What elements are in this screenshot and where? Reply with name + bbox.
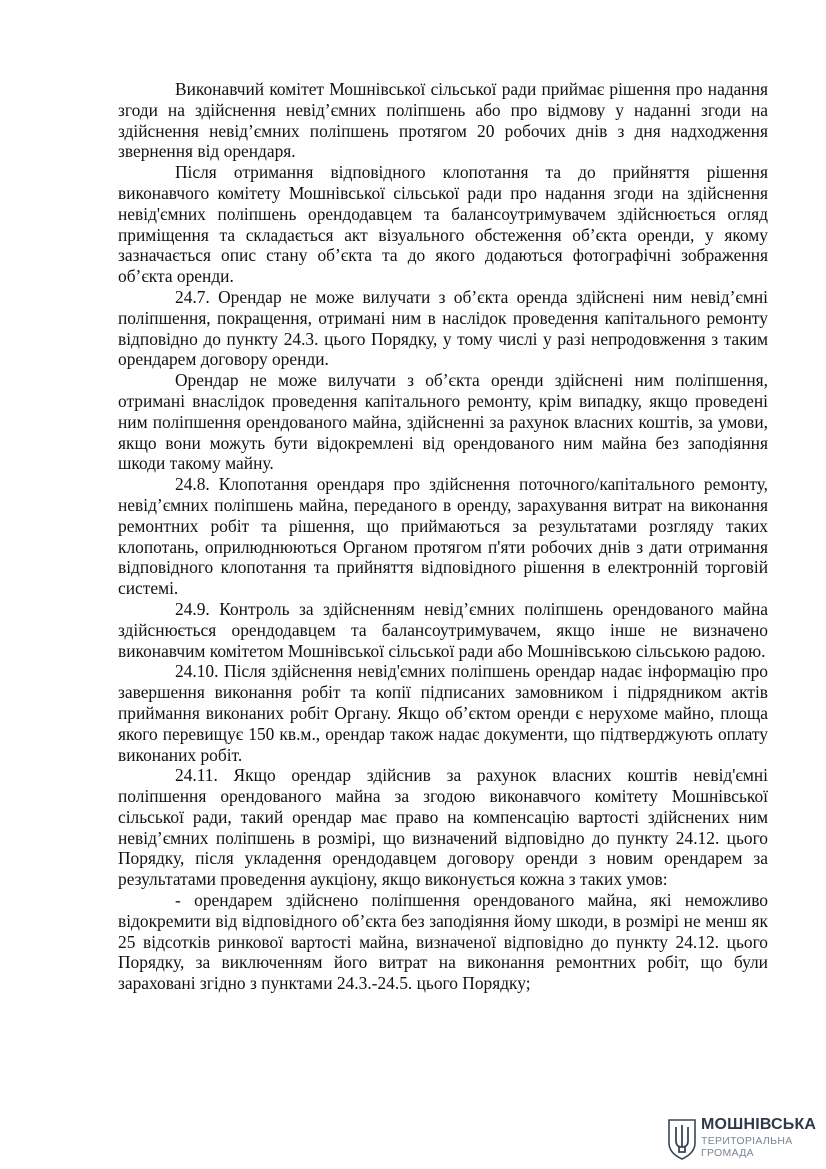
paragraph-condition-item: - орендарем здійснено поліпшення орендованого майна, які неможливо відокремити від відповідного об’єкта без заподіяння йому шкоди, в розмірі не менш як 25 відсотків ринкової вартості майна, визначеної відповідно до пункту 24.12. цього Порядку, за виключенням його витрат на виконання ремонтних робіт, що були зараховані згідно з пунктами 24.3.-24.5. цього Порядку;: [118, 890, 768, 994]
logo-subtitle-line1: ТЕРИТОРІАЛЬНА: [701, 1135, 793, 1147]
trident-emblem-icon: [667, 1117, 697, 1161]
paragraph-24-9: 24.9. Контроль за здійсненням невід’ємних поліпшень орендованого майна здійснюється орендодавцем та балансоутримувачем, якщо інше не визначено виконавчим комітетом Мошнівської сільської ради або Мошнівською сільською радою.: [118, 598, 768, 661]
community-logo: [667, 1115, 817, 1165]
paragraph-removal-restriction: Орендар не може вилучати з об’єкта оренди здійснені ним поліпшення, отримані внаслідок проведення капітального ремонту, крім випадку, якщо проведені ним поліпшення орендованого майна, здійсненні за рахунок власних коштів, за умови, якщо вони можуть бути відокремлені від орендованого ним майна без заподіяння шкоди такому майну.: [118, 370, 768, 474]
paragraph-decision-term: Виконавчий комітет Мошнівської сільської ради приймає рішення про надання згоди на здійснення невід’ємних поліпшень або про відмову у наданні згоди на здійснення невід’ємних поліпшень протягом 20 робочих днів з дня надходження звернення від орендаря.: [118, 79, 768, 162]
paragraph-24-10: 24.10. Після здійснення невід'ємних поліпшень орендар надає інформацію про завершення виконання робіт та копії підписаних замовником і підрядником актів приймання виконаних робіт Органу. Якщо об’єктом оренди є нерухоме майно, площа якого перевищує 150 кв.м., орендар також надає документи, що підтверджують оплату виконаних робіт.: [118, 661, 768, 765]
document-body: [118, 79, 768, 994]
logo-subtitle-line2: ГРОМАДА: [701, 1147, 754, 1159]
logo-title: МОШНІВСЬКА: [701, 1116, 817, 1133]
paragraph-24-11: 24.11. Якщо орендар здійснив за рахунок власних коштів невід'ємні поліпшення орендованого майна за згодою виконавчого комітету Мошнівської сільської ради, такий орендар має право на компенсацію вартості здійснених ним невід’ємних поліпшень в розмірі, що визначений відповідно до пункту 24.12. цього Порядку, після укладення орендодавцем договору оренди з новим орендарем за результатами проведення аукціону, якщо виконується кожна з таких умов:: [118, 765, 768, 890]
paragraph-inspection: Після отримання відповідного клопотання та до прийняття рішення виконавчого комітету Мошнівської сільської ради про надання згоди на здійснення невід'ємних поліпшень орендодавцем та балансоутримувачем здійснюється огляд приміщення та складається акт візуального обстеження об’єкта оренди, у якому зазначається опис стану об’єкта та до якого додаються фотографічні зображення об’єкта оренди.: [118, 162, 768, 287]
paragraph-24-7: 24.7. Орендар не може вилучати з об’єкта оренда здійснені ним невід’ємні поліпшення, покращення, отримані ним в наслідок проведення капітального ремонту відповідно до пункту 24.3. цього Порядку, у тому числі у разі непродовження з таким орендарем договору оренди.: [118, 286, 768, 370]
paragraph-24-8: 24.8. Клопотання орендаря про здійснення поточного/капітального ремонту, невід’ємних поліпшень майна, переданого в оренду, зарахування витрат на виконання ремонтних робіт та рішення, що приймаються за результатами розгляду таких клопотань, оприлюднюються Органом протягом п'яти робочих днів з дати отримання відповідного клопотання та прийняття відповідного рішення в електронній торговій системі.: [118, 474, 768, 599]
